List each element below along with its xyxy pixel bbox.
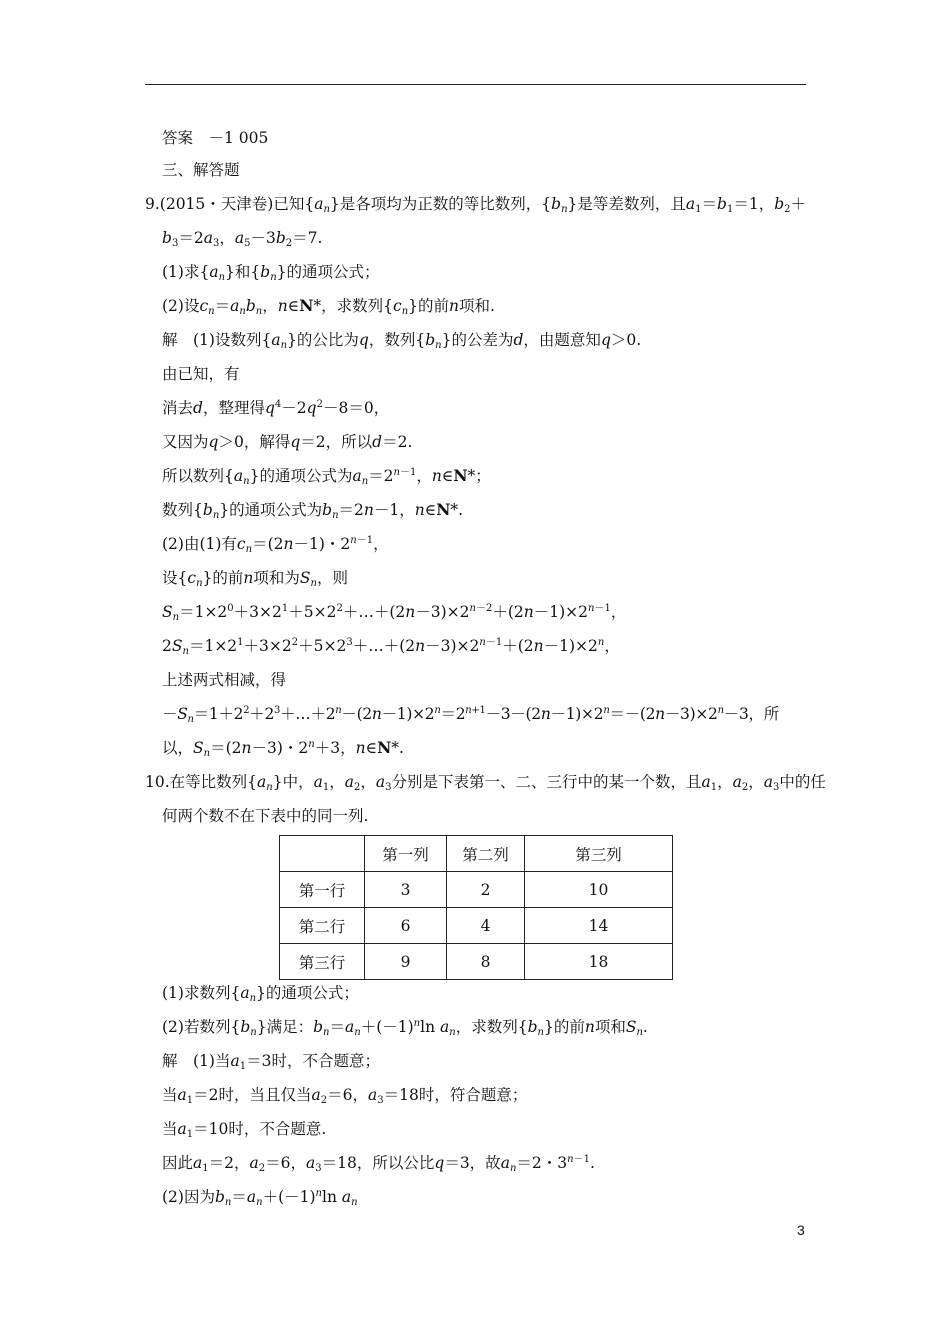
p10-stem-line-1: 10.在等比数列$\{a_n\}$中，$a_1$，$a_2$，$a_3$分别是下表第一、二、三行中的某一个数，且$a_1$，$a_2$，$a_3$中的任 (145, 773, 826, 793)
p9-stem-line-1: 9.(2015・天津卷)已知$\{a_n\}$是各项均为正数的等比数列，$\{b_n\}$是等差数列，且$a_1=b_1=1$，$b_2+$ (145, 195, 807, 215)
p9-solution-6: 数列$\{b_n\}$的通项公式为$b_n=2n-1$，n∈N*. (162, 500, 464, 521)
table-header-cell: 第一列 (365, 836, 447, 872)
p10-solution-3: 当$a_1=10$时，不合题意. (162, 1120, 327, 1140)
p10-solution-1: 解 (1)当$a_1=3$时，不合题意； (162, 1052, 380, 1072)
p9-solution-8: 设$\{c_n\}$的前n项和为$S_n$，则 (162, 569, 348, 589)
p9-solution-2: 由已知，有 (162, 365, 240, 383)
table-row (280, 908, 673, 944)
p9-stem-line-2: $b_3=2a_3$，$a_5-3b_2=7$. (162, 229, 323, 249)
p9-solution-7: (2)由(1)有$c_n=(2n-1)$・$2^{n-1}$， (162, 535, 389, 555)
p9-solution-11: 上述两式相减，得 (162, 671, 287, 689)
p9-solution-13: 以，$S_n=(2n-3)$・$2^n+3$，n∈N*. (162, 738, 404, 759)
table-header-row (280, 836, 673, 872)
table-cell: 4 (447, 908, 525, 944)
p9-solution-10: $2S_n=1\times 2^1+3\times 2^2+5\times 2^3+\dots+(2n-3)\times 2^{n-1}+(2n-1)\times 2^n$， (162, 637, 620, 657)
p10-question-1: (1)求数列$\{a_n\}$的通项公式； (162, 984, 359, 1004)
p9-solution-9: $S_n=1\times 2^0+3\times 2^1+5\times 2^2+\dots+(2n-3)\times 2^{n-2}+(2n-1)\times 2^{n-1}$， (162, 603, 627, 623)
p9-solution-5: 所以数列$\{a_n\}$的通项公式为$a_n=2^{n-1}$，n∈N*； (162, 466, 491, 487)
table-cell: 8 (447, 944, 525, 980)
p10-value-table (279, 835, 673, 980)
table-cell: 18 (525, 944, 673, 980)
table-row (280, 872, 673, 908)
table-cell: 14 (525, 908, 673, 944)
table-cell: 9 (365, 944, 447, 980)
header-rule (145, 84, 806, 85)
table-cell: 10 (525, 872, 673, 908)
p10-solution-4: 因此$a_1=2$，$a_2=6$，$a_3=18$，所以公比q＝3，故$a_n=2$・$3^{n-1}$. (162, 1154, 595, 1174)
p10-solution-2: 当$a_1=2$时，当且仅当$a_2=6$，$a_3=18$时，符合题意； (162, 1086, 528, 1106)
table-header-cell: 第三列 (525, 836, 673, 872)
table-cell: 6 (365, 908, 447, 944)
p10-solution-5: (2)因为$b_n=a_n+(-1)^n\ln$ $a_n$ (162, 1188, 358, 1208)
p9-question-1: (1)求$\{a_n\}$和$\{b_n\}$的通项公式； (162, 263, 380, 283)
p9-solution-1: 解 (1)设数列$\{a_n\}$的公比为q，数列$\{b_n\}$的公差为d，由题意知q＞0. (162, 331, 642, 351)
table-header-cell: 第二列 (447, 836, 525, 872)
p10-question-2: (2)若数列$\{b_n\}$满足：$b_n=a_n+(-1)^n\ln$ $a_n$，求数列$\{b_n\}$的前n项和$S_n$. (162, 1018, 648, 1038)
p9-solution-4: 又因为q＞0，解得q＝2，所以d＝2. (162, 433, 413, 451)
p9-question-2: (2)设$c_n=a_nb_n$，n∈N*，求数列$\{c_n\}$的前n项和. (162, 296, 495, 317)
table-cell: 3 (365, 872, 447, 908)
page-number: 3 (797, 1222, 805, 1238)
table-cell: 2 (447, 872, 525, 908)
table-row (280, 944, 673, 980)
table-cell: 第二行 (280, 908, 365, 944)
p9-solution-12: $-S_n=1+2^2+2^3+\dots+2^n-(2n-1)\times 2^n=2^{n+1}-3-(2n-1)\times 2^n=-(2n-3)\times 2^n-3$，所 (162, 705, 779, 725)
p10-stem-line-2: 何两个数不在下表中的同一列. (162, 807, 369, 825)
table-header-cell (280, 836, 365, 872)
table-cell: 第三行 (280, 944, 365, 980)
answer-line: 答案 －1 005 (162, 129, 269, 147)
p9-solution-3: 消去d，整理得$q^4-2q^2-8=0$， (162, 399, 390, 417)
section-title: 三、解答题 (162, 161, 240, 179)
table-cell: 第一行 (280, 872, 365, 908)
